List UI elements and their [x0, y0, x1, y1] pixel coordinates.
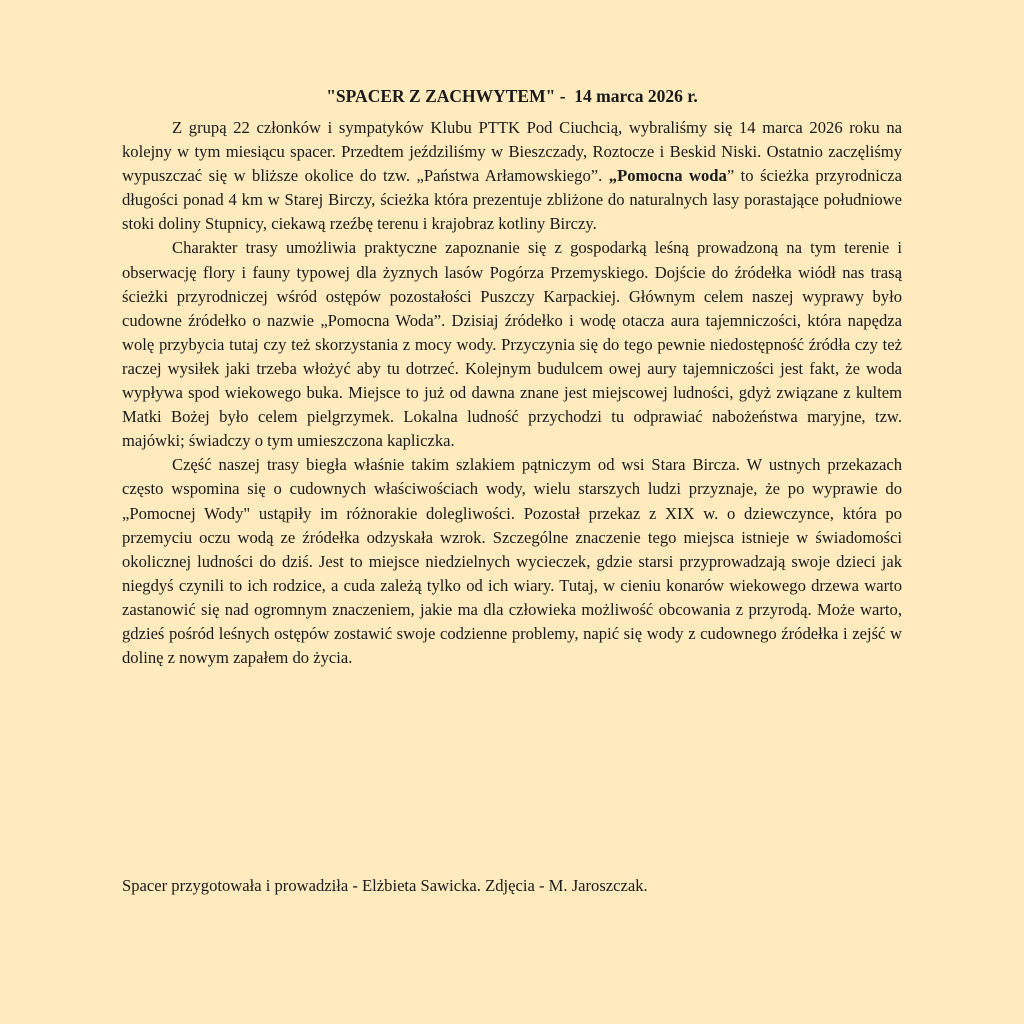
paragraph-2: Charakter trasy umożliwia praktyczne zapoznanie się z gospodarką leśną prowadzoną na tym terenie i obserwację flory i fauny typowej dla żyznych lasów Pogórza Przemyskiego. Dojście do źródełka wiódł nas trasą ścieżki przyrodniczej wśród ostępów pozostałości Puszczy Karpackiej. Głównym celem naszej wyprawy było cudowne źródełko o nazwie „Pomocna Woda”. Dzisiaj źródełko i wodę otacza aura tajemniczości, która napędza wolę przybycia tutaj czy też skorzystania z mocy wody. Przyczynia się do tego pewnie niedostępność źródła czy też raczej wysiłek jaki trzeba włożyć aby tu dotrzeć. Kolejnym budulcem owej aury tajemniczości jest fakt, że woda wypływa spod wiekowego buka. Miejsce to już od dawna znane jest miejscowej ludności, gdyż związane z kultem Matki Bożej było celem pielgrzymek. Lokalna ludność przychodzi tu odprawiać nabożeństwa maryjne, tzw. majówki; świadczy o tym umieszczona kapliczka.: [122, 238, 902, 451]
paragraph-3: Część naszej trasy biegła właśnie takim szlakiem pątniczym od wsi Stara Bircza. W ustnych przekazach często wspomina się o cudownych właściwościach wody, wielu starszych ludzi przyznaje, że po wyprawie do „Pomocnej Wody" ustąpiły im różnorakie dolegliwości. Pozostał przekaz z XIX w. o dziewczynce, która po przemyciu oczu wodą ze źródełka odzyskała wzrok. Szczególne znaczenie tego miejsca istnieje w świadomości okolicznej ludności do dziś. Jest to miejsce niedzielnych wycieczek, gdzie starsi przyprowadzają swoje dzieci jak niegdyś czynili to ich rodzice, a cuda zależą tylko od ich wiary. Tutaj, w cieniu konarów wiekowego drzewa warto zastanowić się nad ogromnym znaczeniem, jakie ma dla człowieka możliwość obcowania z przyrodą. Może warto, gdzieś pośród leśnych ostępów zostawić swoje codzienne problemy, napić się wody z cudownego źródełka i zejść w dolinę z nowym zapałem do życia.: [122, 455, 902, 668]
paragraph-1-rest: ” to ścieżka przyrodnicza długości ponad 4 km w Starej Birczy, ścieżka która prezentuje zbliżone do naturalnych lasy porastające południowe stoki doliny Stupnicy, ciekawą rzeźbę terenu i krajobraz kotliny Birczy.: [122, 166, 902, 234]
credits-line: Spacer przygotowała i prowadziła - Elżbieta Sawicka. Zdjęcia - M. Jaroszczak.: [122, 876, 648, 895]
paragraph-1: [122, 116, 902, 236]
document-title: "SPACER Z ZACHWYTEM" - 14 marca 2026 r.: [326, 86, 698, 106]
trail-name-bold: „Pomocna woda: [608, 166, 727, 186]
document-body: [122, 84, 902, 670]
paragraph-1-intro: Z grupą 22 członków i sympatyków Klubu PTTK Pod Ciuchcią, wybraliśmy się 14 marca 2026 roku na kolejny w tym miesiącu spacer. Przedtem jeździliśmy w Bieszczady, Roztocze i Beskid Niski. Ostatnio zaczęliśmy wypuszczać się w bliższe okolice do tzw. „Państwa Arłamowskiego”.: [122, 118, 902, 186]
